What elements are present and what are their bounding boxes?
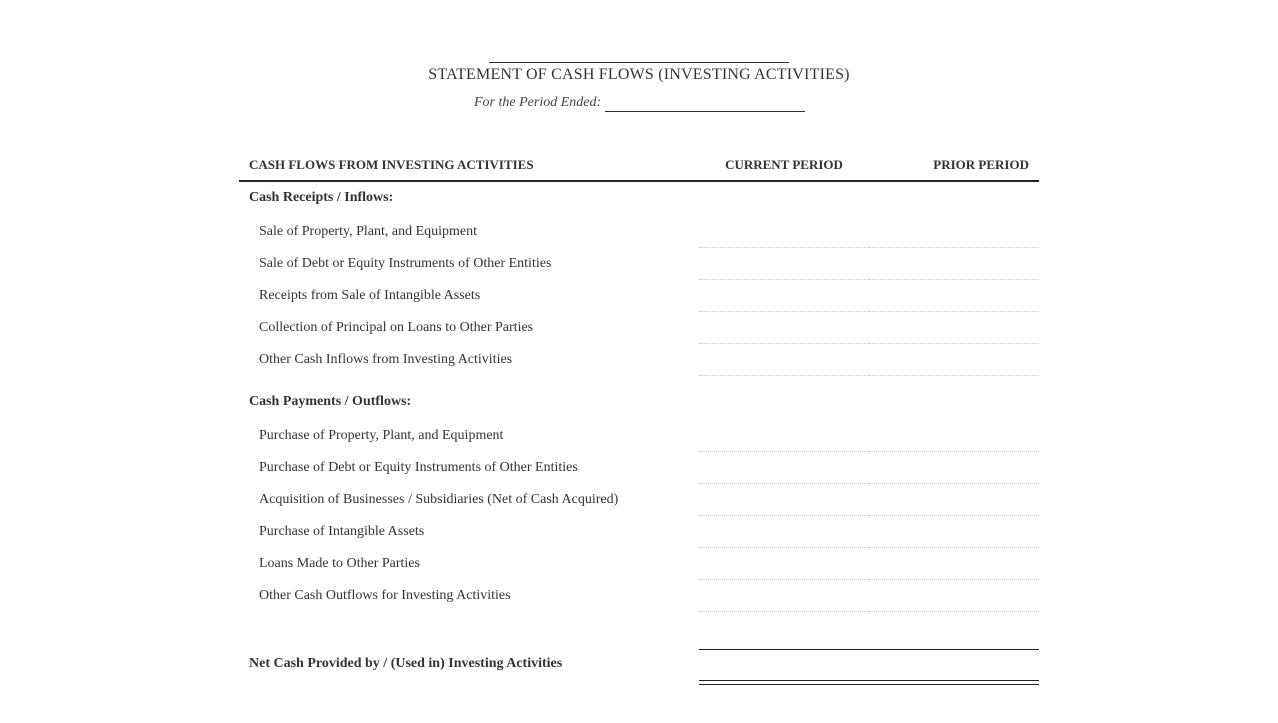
prior-period-cell[interactable] <box>869 461 1039 484</box>
table-header <box>239 150 1039 182</box>
current-period-cell[interactable] <box>699 557 869 580</box>
current-period-cell[interactable] <box>699 429 869 452</box>
net-cash-row <box>239 650 1039 680</box>
prior-period-cell[interactable] <box>869 493 1039 516</box>
header-prior-period: PRIOR PERIOD <box>933 157 1029 172</box>
row-label: Other Cash Inflows from Investing Activities <box>259 352 513 367</box>
current-period-cell[interactable] <box>699 589 869 612</box>
net-prior-period-cell[interactable] <box>869 658 1039 680</box>
statement-title: STATEMENT OF CASH FLOWS (INVESTING ACTIVITIES) <box>428 66 850 83</box>
net-cash-label: Net Cash Provided by / (Used in) Investing Activities <box>249 656 563 671</box>
table-row <box>239 516 1039 548</box>
prior-period-cell[interactable] <box>869 525 1039 548</box>
section-title-receipts: Cash Receipts / Inflows: <box>249 190 394 205</box>
prior-period-cell[interactable] <box>869 557 1039 580</box>
row-label: Collection of Principal on Loans to Other Parties <box>259 320 534 335</box>
table-row <box>239 452 1039 484</box>
prior-period-cell[interactable] <box>869 353 1039 376</box>
header-current-period: CURRENT PERIOD <box>725 157 843 172</box>
net-current-period-cell[interactable] <box>699 658 869 680</box>
prior-period-cell[interactable] <box>869 321 1039 344</box>
prior-period-cell[interactable] <box>869 289 1039 312</box>
total-double-rule <box>699 680 1039 685</box>
table-row <box>239 580 1039 612</box>
table-row <box>239 248 1039 280</box>
row-label: Purchase of Debt or Equity Instruments of Other Entities <box>259 460 578 475</box>
table-row <box>239 548 1039 580</box>
row-label: Sale of Property, Plant, and Equipment <box>259 224 477 239</box>
row-label: Acquisition of Businesses / Subsidiaries (Net of Cash Acquired) <box>259 492 619 507</box>
table-row <box>239 312 1039 344</box>
section-title-payments: Cash Payments / Outflows: <box>249 394 412 409</box>
table-row <box>239 484 1039 516</box>
prior-period-cell[interactable] <box>869 225 1039 248</box>
period-row <box>474 92 805 112</box>
table-row <box>239 344 1039 376</box>
current-period-cell[interactable] <box>699 321 869 344</box>
row-label: Loans Made to Other Parties <box>259 556 420 571</box>
row-label: Other Cash Outflows for Investing Activities <box>259 588 511 603</box>
current-period-cell[interactable] <box>699 225 869 248</box>
header-label: CASH FLOWS FROM INVESTING ACTIVITIES <box>249 157 534 172</box>
cash-flow-table <box>239 150 1039 671</box>
current-period-cell[interactable] <box>699 257 869 280</box>
period-label: For the Period Ended: <box>474 95 602 110</box>
period-ended-field[interactable] <box>605 94 805 112</box>
table-row <box>239 216 1039 248</box>
current-period-cell[interactable] <box>699 461 869 484</box>
row-label: Sale of Debt or Equity Instruments of Other Entities <box>259 256 552 271</box>
current-period-cell[interactable] <box>699 353 869 376</box>
prior-period-cell[interactable] <box>869 257 1039 280</box>
row-label: Purchase of Intangible Assets <box>259 524 425 539</box>
current-period-cell[interactable] <box>699 289 869 312</box>
prior-period-cell[interactable] <box>869 589 1039 612</box>
company-name-field[interactable] <box>489 62 789 63</box>
table-row <box>239 420 1039 452</box>
current-period-cell[interactable] <box>699 525 869 548</box>
current-period-cell[interactable] <box>699 493 869 516</box>
row-label: Receipts from Sale of Intangible Assets <box>259 288 481 303</box>
table-row <box>239 280 1039 312</box>
row-label: Purchase of Property, Plant, and Equipment <box>259 428 504 443</box>
prior-period-cell[interactable] <box>869 429 1039 452</box>
